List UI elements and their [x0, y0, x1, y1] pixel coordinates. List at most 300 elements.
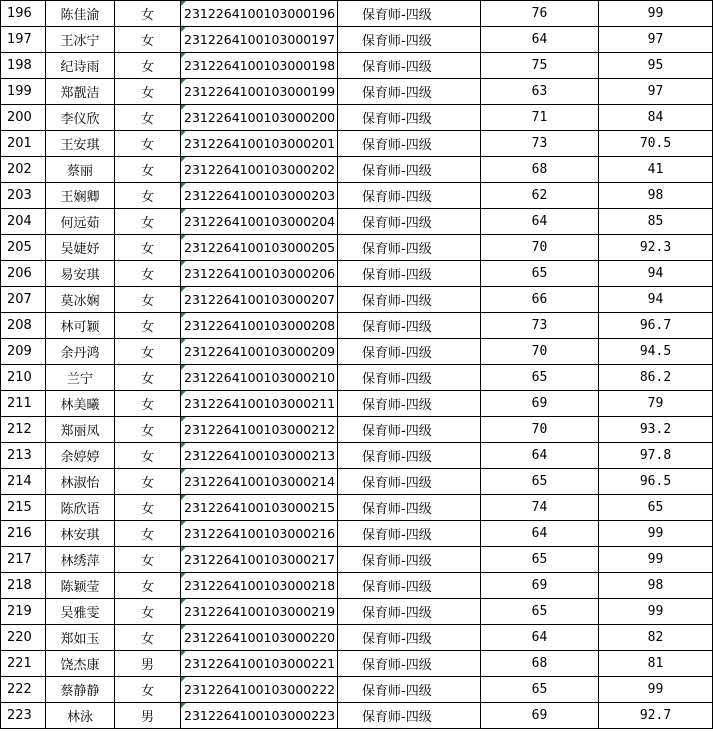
text-number-indicator-icon: [181, 79, 186, 84]
name-text: 王安琪: [60, 138, 100, 153]
practice-score-cell[interactable]: [599, 703, 713, 729]
theory-score-cell[interactable]: [481, 79, 599, 105]
name-text: 吴雅雯: [60, 606, 100, 621]
seq-cell[interactable]: [1, 625, 46, 651]
theory-score-cell[interactable]: [481, 599, 599, 625]
level-cell[interactable]: [338, 443, 481, 469]
theory-score-cell[interactable]: [481, 27, 599, 53]
theory-score-text: 64: [531, 448, 548, 463]
gender-cell[interactable]: [115, 79, 181, 105]
theory-score-cell[interactable]: [481, 183, 599, 209]
practice-score-cell[interactable]: [599, 1, 713, 27]
level-cell[interactable]: [338, 53, 481, 79]
table-row: [1, 209, 713, 235]
gender-cell[interactable]: [115, 1, 181, 27]
exam-id-cell[interactable]: [181, 261, 338, 287]
exam-id-cell[interactable]: [181, 235, 338, 261]
name-text: 郑如玉: [60, 632, 100, 647]
theory-score-cell[interactable]: [481, 261, 599, 287]
seq-cell[interactable]: [1, 547, 46, 573]
name-cell[interactable]: [46, 703, 115, 729]
name-cell[interactable]: [46, 287, 115, 313]
seq-text: 202: [7, 162, 32, 177]
level-cell[interactable]: [338, 1, 481, 27]
seq-text: 200: [7, 110, 32, 125]
seq-cell[interactable]: [1, 79, 46, 105]
theory-score-text: 71: [531, 110, 548, 125]
name-cell[interactable]: [46, 547, 115, 573]
seq-cell[interactable]: [1, 443, 46, 469]
table-body: [1, 1, 713, 729]
practice-score-cell[interactable]: [599, 625, 713, 651]
name-cell[interactable]: [46, 209, 115, 235]
practice-score-text: 92.7: [639, 708, 672, 723]
exam-id-cell[interactable]: [181, 703, 338, 729]
practice-score-text: 97.8: [639, 448, 672, 463]
exam-id-cell[interactable]: [181, 1, 338, 27]
exam-id-cell[interactable]: [181, 573, 338, 599]
practice-score-cell[interactable]: [599, 417, 713, 443]
gender-text: 女: [140, 268, 154, 283]
level-cell[interactable]: [338, 209, 481, 235]
gender-cell[interactable]: [115, 313, 181, 339]
name-text: 郑靓洁: [60, 86, 100, 101]
name-cell[interactable]: [46, 235, 115, 261]
seq-text: 214: [7, 474, 32, 489]
gender-cell[interactable]: [115, 131, 181, 157]
theory-score-cell[interactable]: [481, 495, 599, 521]
exam-id-cell[interactable]: [181, 53, 338, 79]
table-row: [1, 599, 713, 625]
practice-score-cell[interactable]: [599, 547, 713, 573]
theory-score-cell[interactable]: [481, 339, 599, 365]
practice-score-text: 65: [647, 500, 664, 515]
seq-text: 218: [7, 578, 32, 593]
exam-id-cell[interactable]: [181, 599, 338, 625]
practice-score-cell[interactable]: [599, 573, 713, 599]
level-cell[interactable]: [338, 625, 481, 651]
name-cell[interactable]: [46, 521, 115, 547]
name-cell[interactable]: [46, 677, 115, 703]
level-cell[interactable]: [338, 313, 481, 339]
exam-id-cell[interactable]: [181, 443, 338, 469]
practice-score-cell[interactable]: [599, 651, 713, 677]
practice-score-text: 99: [647, 526, 664, 541]
gender-cell[interactable]: [115, 651, 181, 677]
gender-cell[interactable]: [115, 599, 181, 625]
gender-cell[interactable]: [115, 573, 181, 599]
gender-text: 女: [140, 346, 154, 361]
table-row: [1, 235, 713, 261]
seq-cell[interactable]: [1, 677, 46, 703]
seq-text: 204: [7, 214, 32, 229]
level-cell[interactable]: [338, 547, 481, 573]
gender-text: 女: [140, 450, 154, 465]
level-text: 保育师-四级: [362, 242, 432, 257]
gender-text: 女: [140, 86, 154, 101]
level-cell[interactable]: [338, 235, 481, 261]
exam-id-text: 2312264100103000196: [184, 6, 336, 21]
gender-cell[interactable]: [115, 235, 181, 261]
seq-cell[interactable]: [1, 651, 46, 677]
practice-score-text: 82: [647, 630, 664, 645]
text-number-indicator-icon: [181, 391, 186, 396]
level-text: 保育师-四级: [362, 554, 432, 569]
text-number-indicator-icon: [181, 131, 186, 136]
seq-cell[interactable]: [1, 131, 46, 157]
seq-text: 207: [7, 292, 32, 307]
name-cell[interactable]: [46, 417, 115, 443]
text-number-indicator-icon: [181, 261, 186, 266]
gender-cell[interactable]: [115, 469, 181, 495]
theory-score-text: 65: [531, 370, 548, 385]
practice-score-cell[interactable]: [599, 79, 713, 105]
seq-cell[interactable]: [1, 703, 46, 729]
gender-cell[interactable]: [115, 521, 181, 547]
table-row: [1, 313, 713, 339]
practice-score-cell[interactable]: [599, 209, 713, 235]
level-text: 保育师-四级: [362, 268, 432, 283]
name-cell[interactable]: [46, 53, 115, 79]
name-cell[interactable]: [46, 27, 115, 53]
theory-score-cell[interactable]: [481, 131, 599, 157]
theory-score-text: 64: [531, 526, 548, 541]
table-row: [1, 365, 713, 391]
level-cell[interactable]: [338, 79, 481, 105]
theory-score-cell[interactable]: [481, 209, 599, 235]
gender-cell[interactable]: [115, 443, 181, 469]
seq-text: 208: [7, 318, 32, 333]
level-cell[interactable]: [338, 183, 481, 209]
seq-cell[interactable]: [1, 287, 46, 313]
exam-id-cell[interactable]: [181, 391, 338, 417]
gender-cell[interactable]: [115, 157, 181, 183]
exam-id-cell[interactable]: [181, 183, 338, 209]
exam-id-cell[interactable]: [181, 677, 338, 703]
level-cell[interactable]: [338, 27, 481, 53]
gender-cell[interactable]: [115, 417, 181, 443]
practice-score-cell[interactable]: [599, 235, 713, 261]
seq-cell[interactable]: [1, 521, 46, 547]
table-row: [1, 131, 713, 157]
seq-cell[interactable]: [1, 27, 46, 53]
level-text: 保育师-四级: [362, 112, 432, 127]
name-cell[interactable]: [46, 573, 115, 599]
table-row: [1, 521, 713, 547]
name-cell[interactable]: [46, 391, 115, 417]
level-text: 保育师-四级: [362, 502, 432, 517]
level-text: 保育师-四级: [362, 190, 432, 205]
gender-cell[interactable]: [115, 27, 181, 53]
gender-text: 女: [140, 242, 154, 257]
name-text: 吴婕妤: [60, 242, 100, 257]
practice-score-cell[interactable]: [599, 183, 713, 209]
exam-id-cell[interactable]: [181, 131, 338, 157]
seq-text: 201: [7, 136, 32, 151]
exam-id-cell[interactable]: [181, 287, 338, 313]
table-row: [1, 287, 713, 313]
level-cell[interactable]: [338, 677, 481, 703]
exam-id-cell[interactable]: [181, 521, 338, 547]
theory-score-text: 70: [531, 240, 548, 255]
name-cell[interactable]: [46, 443, 115, 469]
gender-cell[interactable]: [115, 339, 181, 365]
table-row: [1, 261, 713, 287]
gender-text: 女: [140, 606, 154, 621]
name-text: 兰宁: [66, 372, 93, 387]
gender-text: 女: [140, 34, 154, 49]
exam-id-cell[interactable]: [181, 157, 338, 183]
exam-id-cell[interactable]: [181, 547, 338, 573]
practice-score-cell[interactable]: [599, 53, 713, 79]
seq-cell[interactable]: [1, 53, 46, 79]
seq-text: 215: [7, 500, 32, 515]
name-cell[interactable]: [46, 599, 115, 625]
name-cell[interactable]: [46, 183, 115, 209]
text-number-indicator-icon: [181, 599, 186, 604]
theory-score-cell[interactable]: [481, 703, 599, 729]
practice-score-cell[interactable]: [599, 469, 713, 495]
gender-text: 女: [140, 8, 154, 23]
level-cell[interactable]: [338, 131, 481, 157]
practice-score-cell[interactable]: [599, 313, 713, 339]
practice-score-text: 99: [647, 682, 664, 697]
table-row: [1, 547, 713, 573]
seq-cell[interactable]: [1, 183, 46, 209]
name-cell[interactable]: [46, 625, 115, 651]
gender-cell[interactable]: [115, 677, 181, 703]
seq-cell[interactable]: [1, 365, 46, 391]
name-cell[interactable]: [46, 105, 115, 131]
seq-cell[interactable]: [1, 313, 46, 339]
theory-score-text: 69: [531, 578, 548, 593]
practice-score-cell[interactable]: [599, 495, 713, 521]
theory-score-cell[interactable]: [481, 443, 599, 469]
seq-cell[interactable]: [1, 495, 46, 521]
exam-id-cell[interactable]: [181, 209, 338, 235]
exam-id-text: 2312264100103000205: [184, 240, 336, 255]
theory-score-cell[interactable]: [481, 677, 599, 703]
exam-id-text: 2312264100103000214: [184, 474, 336, 489]
table-row: [1, 391, 713, 417]
theory-score-cell[interactable]: [481, 547, 599, 573]
seq-cell[interactable]: [1, 599, 46, 625]
exam-id-cell[interactable]: [181, 625, 338, 651]
table-row: [1, 183, 713, 209]
gender-text: 女: [140, 190, 154, 205]
exam-id-cell[interactable]: [181, 339, 338, 365]
practice-score-cell[interactable]: [599, 599, 713, 625]
seq-cell[interactable]: [1, 1, 46, 27]
practice-score-cell[interactable]: [599, 339, 713, 365]
text-number-indicator-icon: [181, 625, 186, 630]
name-text: 林美曦: [60, 398, 100, 413]
practice-score-cell[interactable]: [599, 443, 713, 469]
exam-id-cell[interactable]: [181, 365, 338, 391]
practice-score-cell[interactable]: [599, 365, 713, 391]
name-text: 陈颖莹: [60, 580, 100, 595]
theory-score-text: 74: [531, 500, 548, 515]
theory-score-cell[interactable]: [481, 105, 599, 131]
level-text: 保育师-四级: [362, 710, 432, 725]
theory-score-cell[interactable]: [481, 417, 599, 443]
theory-score-cell[interactable]: [481, 313, 599, 339]
level-cell[interactable]: [338, 469, 481, 495]
seq-text: 220: [7, 630, 32, 645]
level-cell[interactable]: [338, 495, 481, 521]
name-cell[interactable]: [46, 651, 115, 677]
practice-score-cell[interactable]: [599, 677, 713, 703]
theory-score-cell[interactable]: [481, 521, 599, 547]
practice-score-cell[interactable]: [599, 287, 713, 313]
exam-id-text: 2312264100103000218: [184, 578, 336, 593]
theory-score-cell[interactable]: [481, 157, 599, 183]
level-cell[interactable]: [338, 157, 481, 183]
name-cell[interactable]: [46, 261, 115, 287]
level-text: 保育师-四级: [362, 164, 432, 179]
gender-cell[interactable]: [115, 391, 181, 417]
name-cell[interactable]: [46, 131, 115, 157]
gender-cell[interactable]: [115, 625, 181, 651]
practice-score-cell[interactable]: [599, 261, 713, 287]
theory-score-cell[interactable]: [481, 53, 599, 79]
practice-score-text: 97: [647, 32, 664, 47]
exam-id-text: 2312264100103000215: [184, 500, 336, 515]
exam-id-cell[interactable]: [181, 469, 338, 495]
gender-text: 女: [140, 164, 154, 179]
exam-id-cell[interactable]: [181, 27, 338, 53]
exam-id-cell[interactable]: [181, 495, 338, 521]
level-cell[interactable]: [338, 339, 481, 365]
gender-cell[interactable]: [115, 287, 181, 313]
theory-score-cell[interactable]: [481, 651, 599, 677]
theory-score-cell[interactable]: [481, 625, 599, 651]
seq-cell[interactable]: [1, 573, 46, 599]
gender-cell[interactable]: [115, 209, 181, 235]
gender-cell[interactable]: [115, 261, 181, 287]
theory-score-cell[interactable]: [481, 235, 599, 261]
level-cell[interactable]: [338, 651, 481, 677]
seq-cell[interactable]: [1, 417, 46, 443]
exam-id-cell[interactable]: [181, 105, 338, 131]
gender-cell[interactable]: [115, 183, 181, 209]
name-cell[interactable]: [46, 1, 115, 27]
exam-id-cell[interactable]: [181, 79, 338, 105]
gender-text: 女: [140, 528, 154, 543]
exam-id-cell[interactable]: [181, 313, 338, 339]
gender-cell[interactable]: [115, 53, 181, 79]
name-text: 莫冰娴: [60, 294, 100, 309]
name-cell[interactable]: [46, 365, 115, 391]
seq-cell[interactable]: [1, 209, 46, 235]
name-cell[interactable]: [46, 157, 115, 183]
theory-score-text: 69: [531, 396, 548, 411]
name-text: 余婷婷: [60, 450, 100, 465]
gender-cell[interactable]: [115, 703, 181, 729]
table-row: [1, 417, 713, 443]
seq-cell[interactable]: [1, 105, 46, 131]
theory-score-cell[interactable]: [481, 469, 599, 495]
level-text: 保育师-四级: [362, 34, 432, 49]
gender-text: 男: [140, 658, 154, 673]
practice-score-cell[interactable]: [599, 521, 713, 547]
gender-text: 男: [140, 710, 154, 725]
seq-cell[interactable]: [1, 235, 46, 261]
exam-id-text: 2312264100103000200: [184, 110, 336, 125]
seq-text: 206: [7, 266, 32, 281]
seq-text: 211: [7, 396, 32, 411]
gender-text: 女: [140, 372, 154, 387]
gender-cell[interactable]: [115, 495, 181, 521]
theory-score-cell[interactable]: [481, 365, 599, 391]
gender-cell[interactable]: [115, 105, 181, 131]
name-text: 林绣萍: [60, 554, 100, 569]
name-cell[interactable]: [46, 495, 115, 521]
theory-score-text: 65: [531, 552, 548, 567]
exam-id-text: 2312264100103000201: [184, 136, 336, 151]
level-cell[interactable]: [338, 105, 481, 131]
theory-score-cell[interactable]: [481, 391, 599, 417]
exam-id-text: 2312264100103000206: [184, 266, 336, 281]
seq-cell[interactable]: [1, 469, 46, 495]
level-cell[interactable]: [338, 417, 481, 443]
level-cell[interactable]: [338, 573, 481, 599]
level-cell[interactable]: [338, 391, 481, 417]
level-cell[interactable]: [338, 521, 481, 547]
practice-score-cell[interactable]: [599, 131, 713, 157]
level-text: 保育师-四级: [362, 606, 432, 621]
gender-cell[interactable]: [115, 365, 181, 391]
theory-score-cell[interactable]: [481, 287, 599, 313]
level-cell[interactable]: [338, 287, 481, 313]
seq-cell[interactable]: [1, 261, 46, 287]
practice-score-cell[interactable]: [599, 391, 713, 417]
name-cell[interactable]: [46, 469, 115, 495]
practice-score-text: 96.5: [639, 474, 672, 489]
seq-cell[interactable]: [1, 391, 46, 417]
theory-score-cell[interactable]: [481, 573, 599, 599]
practice-score-text: 94: [647, 292, 664, 307]
exam-id-text: 2312264100103000217: [184, 552, 336, 567]
gender-text: 女: [140, 138, 154, 153]
level-text: 保育师-四级: [362, 528, 432, 543]
exam-id-cell[interactable]: [181, 417, 338, 443]
practice-score-cell[interactable]: [599, 27, 713, 53]
name-text: 纪诗雨: [60, 60, 100, 75]
name-cell[interactable]: [46, 339, 115, 365]
seq-text: 213: [7, 448, 32, 463]
theory-score-cell[interactable]: [481, 1, 599, 27]
name-cell[interactable]: [46, 313, 115, 339]
level-cell[interactable]: [338, 365, 481, 391]
level-cell[interactable]: [338, 703, 481, 729]
exam-id-cell[interactable]: [181, 651, 338, 677]
seq-cell[interactable]: [1, 339, 46, 365]
text-number-indicator-icon: [181, 521, 186, 526]
practice-score-text: 94: [647, 266, 664, 281]
seq-text: 212: [7, 422, 32, 437]
name-cell[interactable]: [46, 79, 115, 105]
seq-text: 205: [7, 240, 32, 255]
gender-cell[interactable]: [115, 547, 181, 573]
practice-score-text: 95: [647, 58, 664, 73]
seq-cell[interactable]: [1, 157, 46, 183]
name-text: 林可颖: [60, 320, 100, 335]
level-cell[interactable]: [338, 261, 481, 287]
level-cell[interactable]: [338, 599, 481, 625]
practice-score-cell[interactable]: [599, 105, 713, 131]
practice-score-cell[interactable]: [599, 157, 713, 183]
